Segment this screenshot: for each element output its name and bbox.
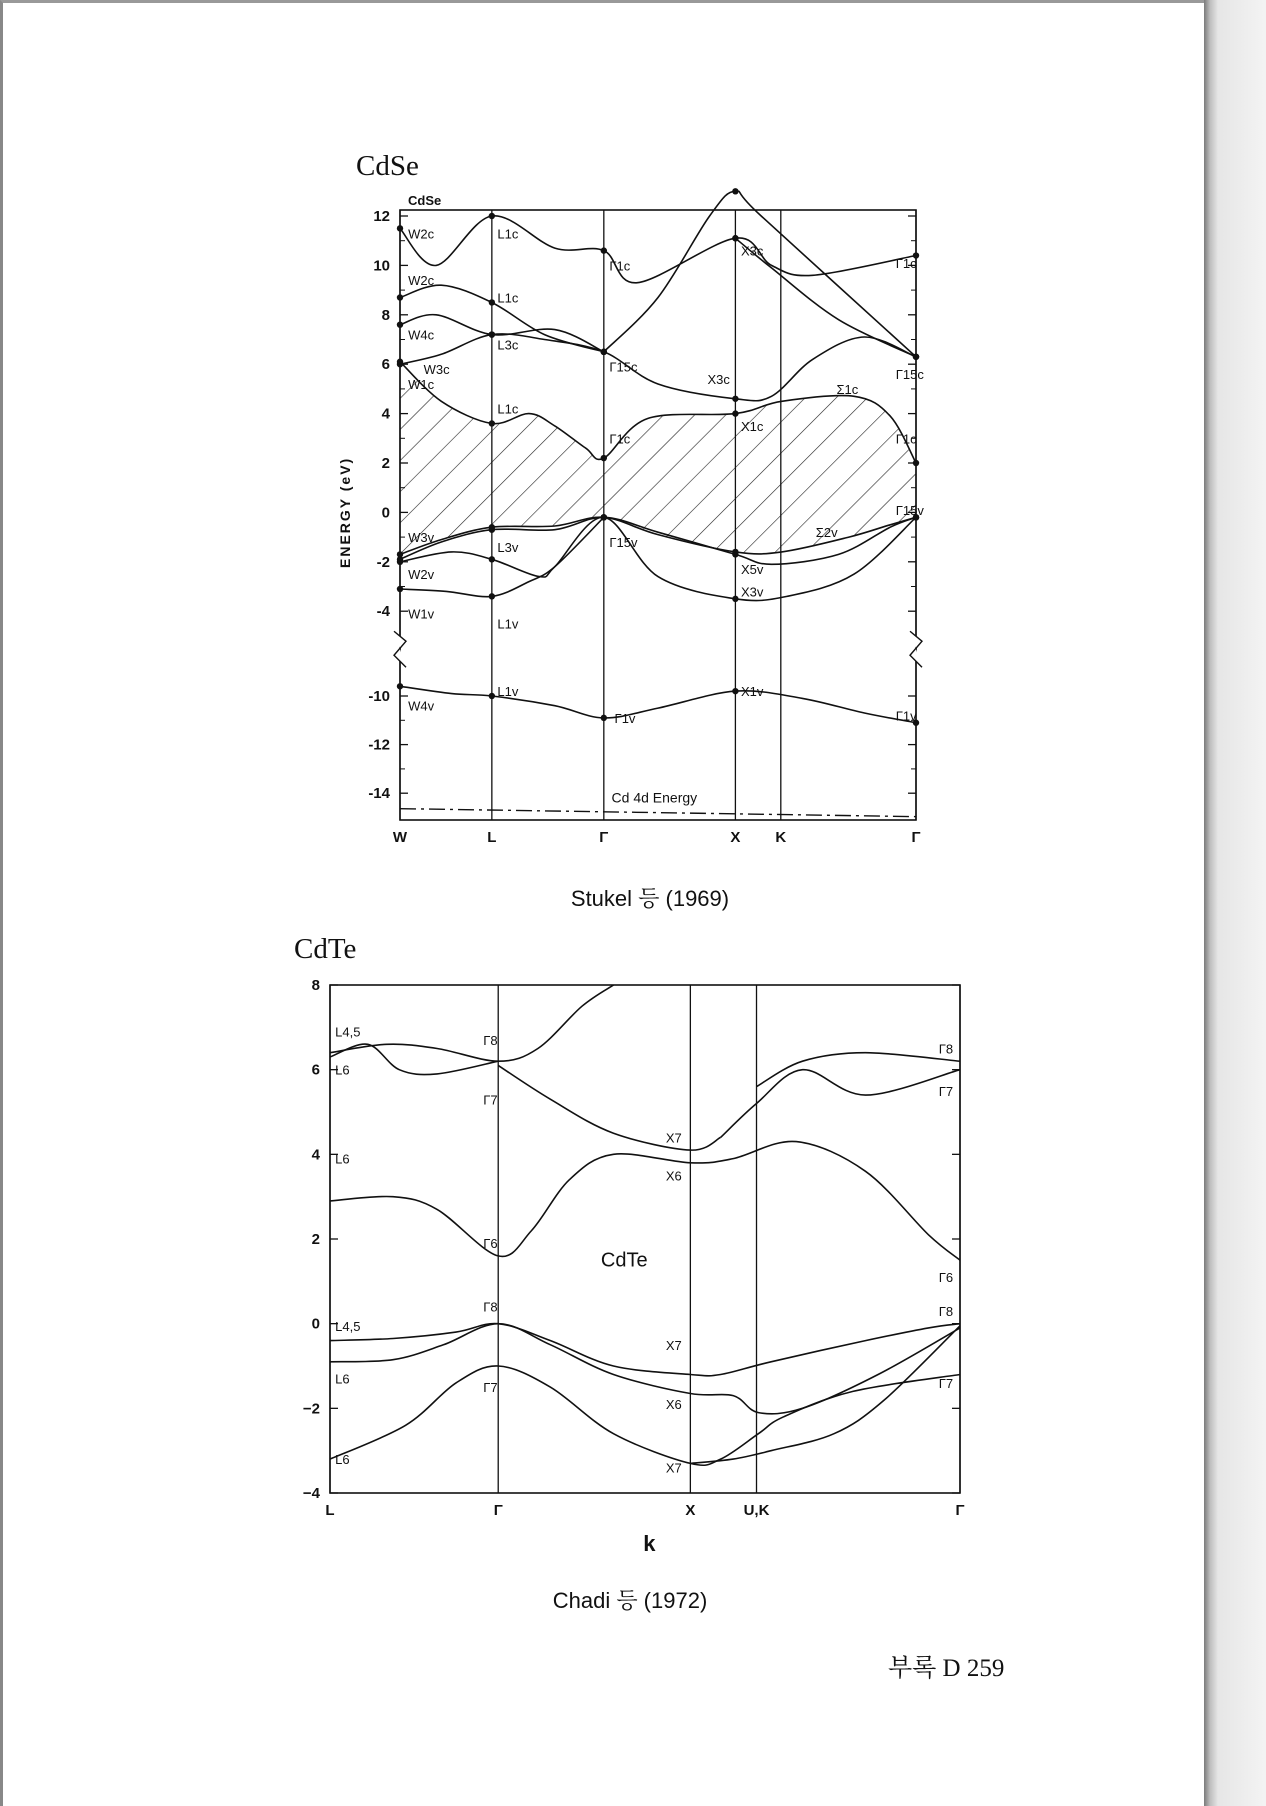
band-node bbox=[397, 551, 403, 557]
k-point-label: Γ bbox=[599, 829, 609, 846]
band-node bbox=[489, 524, 495, 530]
symmetry-point-label: L6 bbox=[335, 1151, 350, 1167]
band-node bbox=[732, 596, 738, 602]
symmetry-point-label: W1v bbox=[408, 606, 435, 622]
band-node bbox=[397, 586, 403, 592]
symmetry-point-label: W4c bbox=[408, 327, 435, 343]
band-node bbox=[732, 688, 738, 694]
band-node bbox=[732, 410, 738, 416]
symmetry-point-label: W2v bbox=[408, 567, 435, 583]
symmetry-point-label: L3c bbox=[497, 337, 519, 353]
symmetry-point-label: Γ1c bbox=[609, 258, 631, 274]
symmetry-point-label: Γ7 bbox=[483, 1092, 498, 1108]
cd4d-energy-line bbox=[400, 809, 916, 817]
symmetry-point-label: W3v bbox=[408, 530, 435, 546]
symmetry-point-label: L1v bbox=[497, 616, 519, 632]
symmetry-point-label: Γ6 bbox=[483, 1236, 498, 1252]
symmetry-point-label: X5v bbox=[740, 562, 764, 578]
symmetry-point-label: X1c bbox=[740, 418, 764, 434]
band-node bbox=[913, 354, 919, 360]
symmetry-point-label: L6 bbox=[335, 1452, 350, 1468]
symmetry-point-label: L4,5 bbox=[335, 1024, 361, 1040]
symmetry-point-label: Γ7 bbox=[938, 1375, 954, 1391]
band-node bbox=[397, 359, 403, 365]
symmetry-point-label: Γ1c bbox=[609, 431, 631, 447]
band-node bbox=[732, 188, 738, 194]
symmetry-point-label: W4v bbox=[408, 698, 435, 714]
cd4d-annotation: Cd 4d Energy bbox=[611, 789, 698, 806]
y-tick-label: 12 bbox=[373, 208, 390, 225]
chart-heading-cdse: CdSe bbox=[408, 193, 442, 208]
band-node bbox=[397, 559, 403, 565]
symmetry-point-label: W2c bbox=[408, 273, 435, 289]
symmetry-point-label: Γ1v bbox=[895, 708, 917, 724]
symmetry-point-label: L1c bbox=[497, 226, 519, 242]
symmetry-point-label: L6 bbox=[335, 1062, 350, 1078]
k-point-label: Γ bbox=[911, 829, 921, 846]
y-tick-label: 4 bbox=[311, 1146, 320, 1164]
x-axis-label: k bbox=[643, 1531, 656, 1556]
k-point-label: W bbox=[392, 829, 408, 846]
y-tick-label: 2 bbox=[311, 1231, 320, 1248]
chart-title-cdte: CdTe bbox=[294, 933, 357, 965]
symmetry-point-label: L1c bbox=[497, 290, 519, 306]
k-point-label: K bbox=[775, 829, 787, 846]
symmetry-point-label: X3c bbox=[707, 372, 730, 388]
y-tick-label: 0 bbox=[311, 1315, 320, 1333]
band-node bbox=[489, 420, 495, 426]
symmetry-point-label: Γ15v bbox=[895, 502, 924, 518]
symmetry-point-label: Γ1c bbox=[895, 255, 917, 271]
band-line bbox=[330, 1324, 960, 1376]
page-edge bbox=[1204, 0, 1266, 1806]
band-line bbox=[330, 985, 614, 1061]
symmetry-point-label: W1c bbox=[408, 376, 435, 392]
k-point-label: L bbox=[325, 1502, 335, 1519]
band-node bbox=[601, 349, 607, 355]
band-line bbox=[330, 1141, 960, 1260]
k-point-label: Γ bbox=[493, 1502, 503, 1519]
symmetry-point-label: Γ8 bbox=[938, 1041, 954, 1057]
symmetry-point-label: Γ6 bbox=[938, 1270, 954, 1286]
symmetry-point-label: Σ2v bbox=[815, 525, 838, 541]
symmetry-point-label: Γ15v bbox=[609, 535, 638, 551]
band-node bbox=[732, 235, 738, 241]
chart-title-cdse: CdSe bbox=[356, 150, 419, 182]
band-node bbox=[732, 396, 738, 402]
k-point-label: L bbox=[487, 829, 497, 846]
symmetry-point-label: L1c bbox=[497, 401, 519, 417]
plot-frame bbox=[330, 985, 960, 1493]
symmetry-point-label: X6 bbox=[665, 1397, 682, 1413]
band-line bbox=[400, 686, 916, 722]
band-node bbox=[601, 514, 607, 520]
y-tick-label: -10 bbox=[368, 688, 390, 705]
band-node bbox=[601, 455, 607, 461]
band-node bbox=[913, 460, 919, 466]
y-tick-label: 8 bbox=[311, 977, 320, 994]
symmetry-point-label: X7 bbox=[665, 1337, 682, 1353]
symmetry-point-label: W2c bbox=[408, 226, 435, 242]
band-node bbox=[397, 321, 403, 327]
symmetry-point-label: Γ7 bbox=[483, 1380, 498, 1396]
symmetry-point-label: X1v bbox=[740, 684, 764, 700]
symmetry-point-label: Γ7 bbox=[938, 1083, 954, 1099]
caption-chadi: Chadi 등 (1972) bbox=[552, 1588, 708, 1613]
symmetry-point-label: Γ15c bbox=[609, 359, 638, 375]
y-tick-label: 4 bbox=[381, 405, 390, 423]
symmetry-point-label: L6 bbox=[335, 1371, 350, 1387]
axis-break-left bbox=[394, 631, 406, 667]
symmetry-point-label: L3v bbox=[497, 539, 519, 555]
k-point-label: X bbox=[730, 829, 741, 846]
symmetry-point-label: X7 bbox=[665, 1130, 682, 1146]
band-node bbox=[489, 299, 495, 305]
y-tick-label: −2 bbox=[302, 1400, 320, 1418]
cdte-band-chart bbox=[285, 975, 985, 1575]
band-node bbox=[489, 556, 495, 562]
cdse-band-chart bbox=[330, 188, 930, 868]
band-node bbox=[601, 715, 607, 721]
band-node bbox=[397, 225, 403, 231]
symmetry-point-label: Γ8 bbox=[483, 1033, 498, 1049]
axis-break-right bbox=[910, 631, 922, 667]
band-line bbox=[498, 1065, 720, 1150]
y-tick-label: -12 bbox=[368, 736, 390, 754]
y-tick-label: 8 bbox=[381, 306, 390, 324]
symmetry-point-label: X6 bbox=[665, 1168, 682, 1184]
symmetry-point-label: Γ15c bbox=[895, 367, 924, 383]
y-tick-label: 6 bbox=[381, 356, 390, 374]
y-tick-label: 6 bbox=[311, 1061, 320, 1079]
band-node bbox=[489, 331, 495, 337]
symmetry-point-label: Γ8 bbox=[483, 1299, 498, 1315]
caption-stukel: Stukel 등 (1969) bbox=[570, 886, 730, 911]
symmetry-point-label: L1v bbox=[497, 684, 519, 700]
band-node bbox=[601, 247, 607, 253]
band-line bbox=[604, 191, 916, 357]
y-tick-label: 10 bbox=[373, 257, 390, 275]
k-point-label: X bbox=[685, 1502, 696, 1519]
y-tick-label: 0 bbox=[381, 504, 390, 522]
y-tick-label: −4 bbox=[302, 1485, 320, 1502]
symmetry-point-label: X3v bbox=[740, 584, 764, 600]
inner-chart-label: CdTe bbox=[600, 1249, 648, 1272]
page-footer: 부록 D 259 bbox=[888, 1655, 1005, 1682]
band-node bbox=[489, 693, 495, 699]
symmetry-point-label: X3c bbox=[740, 243, 764, 259]
k-point-label: Γ bbox=[955, 1502, 965, 1519]
y-tick-label: 2 bbox=[381, 455, 390, 472]
symmetry-point-label: Γ8 bbox=[938, 1303, 954, 1319]
symmetry-point-label: L4,5 bbox=[335, 1318, 361, 1334]
band-node bbox=[732, 549, 738, 555]
y-tick-label: -14 bbox=[368, 785, 390, 803]
symmetry-point-label: W3c bbox=[423, 362, 450, 378]
symmetry-point-label: Γ1c bbox=[895, 431, 917, 447]
band-line bbox=[400, 216, 916, 283]
symmetry-point-label: Γ1v bbox=[614, 710, 636, 726]
band-node bbox=[489, 213, 495, 219]
symmetry-point-label: Σ1c bbox=[836, 381, 859, 397]
y-tick-label: -2 bbox=[376, 553, 390, 571]
band-node bbox=[489, 593, 495, 599]
band-line bbox=[330, 1324, 960, 1414]
k-point-label: U,K bbox=[743, 1502, 770, 1519]
band-line bbox=[757, 1053, 961, 1087]
band-node bbox=[397, 683, 403, 689]
band-node bbox=[397, 294, 403, 300]
y-axis-label: ENERGY (eV) bbox=[337, 456, 353, 569]
y-tick-label: -4 bbox=[376, 603, 390, 621]
symmetry-point-label: X7 bbox=[665, 1460, 682, 1476]
